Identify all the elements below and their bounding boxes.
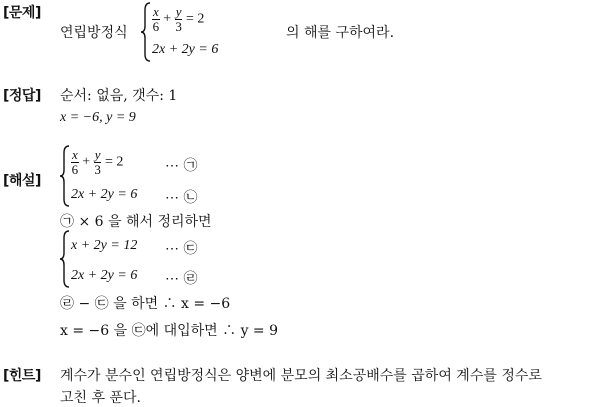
problem-suffix: 의 해를 구하여라. (286, 25, 395, 41)
circled-label: ㉠ (60, 214, 74, 230)
left-brace-icon (141, 2, 151, 62)
fraction-y-over-3 (94, 148, 102, 177)
hint-line1: 계수가 분수인 연립방정식은 양변에 분모의 최소공배수를 곱하여 계수를 정수로 (60, 368, 542, 384)
numerator: y (94, 147, 101, 162)
step-text: 을 하면 ∴ x = −6 (108, 296, 231, 312)
numerator: x (153, 4, 159, 19)
plus-sign: + (163, 11, 172, 27)
step-text-prefix: x = −6 을 (60, 323, 132, 339)
solution-step3 (60, 320, 278, 340)
problem-equation-system (141, 2, 261, 62)
circled-label: ㉡ (183, 191, 198, 206)
ellipsis: ⋯ (165, 272, 180, 287)
hint-label: [힌트] (3, 368, 41, 384)
ellipsis: ⋯ (165, 242, 180, 257)
solution-label: [해설] (3, 173, 41, 189)
left-brace-icon (60, 230, 70, 288)
fraction-x-over-6 (71, 148, 79, 177)
circled-label: ㉠ (183, 159, 198, 174)
rhs: = 2 (185, 11, 205, 27)
problem-label: [문제] (3, 5, 41, 21)
answer-order-line: 순서: 없음, 갯수: 1 (60, 88, 178, 104)
denominator: 6 (152, 19, 160, 34)
solution-sys2-eq1: x + 2y = 12 (71, 238, 138, 253)
denominator: 6 (71, 162, 79, 177)
solution-system-1 (60, 145, 220, 207)
solution-step1 (60, 211, 212, 231)
fraction-y-over-3 (175, 5, 183, 34)
solution-sys1-tag1 (165, 155, 198, 175)
solution-step2 (60, 293, 230, 313)
left-brace-icon (60, 145, 70, 207)
step-text: 에 대입하면 ∴ y = 9 (145, 323, 279, 339)
solution-system-2 (60, 230, 220, 288)
denominator: 3 (94, 162, 101, 177)
solution-sys2-tag2 (165, 268, 198, 288)
numerator: x (72, 147, 78, 162)
answer-label: [정답] (3, 88, 41, 104)
solution-sys1-eq1 (71, 148, 123, 177)
problem-prefix: 연립방정식 (60, 25, 128, 41)
solution-sys2-tag1 (165, 238, 198, 258)
problem-eq2: 2x + 2y = 6 (152, 42, 219, 57)
plus-sign: + (82, 154, 91, 170)
circled-label: ㉢ (94, 296, 109, 312)
denominator: 3 (175, 19, 182, 34)
step-text: × 6 을 해서 정리하면 (74, 214, 212, 230)
fraction-x-over-6 (152, 5, 160, 34)
solution-sys1-eq2: 2x + 2y = 6 (71, 187, 138, 202)
rhs: = 2 (104, 154, 124, 170)
solution-sys2-eq2: 2x + 2y = 6 (71, 268, 138, 283)
answer-solution-line: x = −6, y = 9 (60, 110, 136, 125)
minus-sign: − (74, 296, 95, 312)
hint-line2: 고친 후 푼다. (60, 390, 141, 406)
circled-label: ㉢ (131, 323, 146, 339)
circled-label: ㉢ (183, 242, 198, 257)
ellipsis: ⋯ (165, 191, 180, 206)
circled-label: ㉣ (183, 272, 198, 287)
numerator: y (175, 4, 182, 19)
ellipsis: ⋯ (165, 159, 180, 174)
problem-eq1 (152, 5, 204, 34)
circled-label: ㉣ (60, 296, 74, 312)
solution-sys1-tag2 (165, 187, 198, 207)
